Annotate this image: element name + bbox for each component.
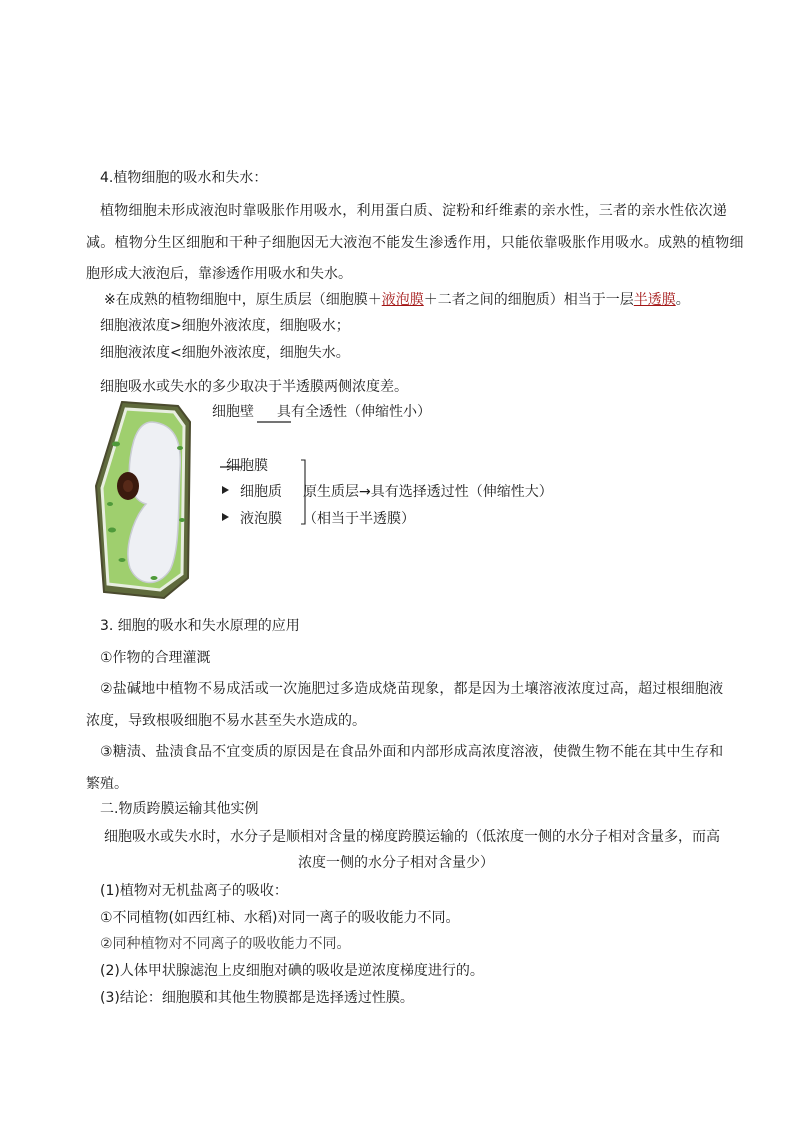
note-text: 。 [675, 292, 690, 308]
cytoplasm-label: 细胞质 [240, 484, 282, 500]
subheading-2: (2)人体甲状腺滤泡上皮细胞对碘的吸收是逆浓度梯度进行的。 [100, 963, 484, 979]
section-4-heading: 4.植物细胞的吸水和失水： [100, 170, 268, 186]
list-item: ②盐碱地中植物不易成活或一次施肥过多造成烧苗现象，都是因为土壤溶液浓度过高，超过根细胞液 [100, 681, 724, 697]
intro-line: 细胞吸水或失水时，水分子是顺相对含量的梯度跨膜运输的（低浓度一侧的水分子相对含量多，而高 [104, 829, 720, 845]
semipermeable-membrane-term: 半透膜 [633, 292, 676, 308]
equivalent-description: （相当于半透膜） [303, 511, 415, 527]
vacuole-membrane-label: 液泡膜 [240, 511, 282, 527]
intro-line-continuation: 浓度一侧的水分子相对含量少） [298, 855, 494, 871]
list-item: ③糖渍、盐渍食品不宜变质的原因是在食品外面和内部形成高浓度溶液，使微生物不能在其中生存和 [100, 744, 724, 760]
subheading-1: (1)植物对无机盐离子的吸收： [100, 883, 288, 899]
cell-wall-label: 细胞壁 [212, 404, 254, 420]
note-line [104, 290, 690, 310]
condition-absorb: 细胞液浓度>细胞外液浓度，细胞吸水； [100, 318, 350, 334]
list-item-continuation: 浓度，导致根吸细胞不易水甚至失水造成的。 [86, 713, 366, 729]
note-text: ※在成熟的植物细胞中，原生质层（细胞膜＋ [104, 292, 382, 308]
list-item-continuation: 繁殖。 [86, 776, 128, 792]
paragraph-line: 植物细胞未形成液泡时靠吸胀作用吸水，利用蛋白质、淀粉和纤维素的亲水性，三者的亲水性依次递 [100, 203, 727, 219]
protoplast-description: 原生质层→具有选择透过性（伸缩性大） [303, 484, 553, 500]
membrane-label: 细胞膜 [226, 458, 268, 474]
depends-line: 细胞吸水或失水的多少取决于半透膜两侧浓度差。 [100, 379, 408, 395]
cell-wall-description: 具有全透性（伸缩性小） [277, 404, 431, 420]
paragraph-line: 减。植物分生区细胞和干种子细胞因无大液泡不能发生渗透作用，只能依靠吸胀作用吸水。成熟的植物细 [86, 235, 744, 251]
condition-lose: 细胞液浓度<细胞外液浓度，细胞失水。 [100, 345, 350, 361]
section-2-heading: 二.物质跨膜运输其他实例 [100, 801, 259, 817]
list-item: ②同种植物对不同离子的吸收能力不同。 [100, 936, 351, 952]
section-3-heading: 3. 细胞的吸水和失水原理的应用 [100, 618, 300, 634]
vacuole-membrane-term: 液泡膜 [381, 292, 424, 308]
list-item: ①不同植物(如西红柿、水稻)对同一离子的吸收能力不同。 [100, 910, 460, 926]
paragraph-line: 胞形成大液泡后，靠渗透作用吸水和失水。 [86, 266, 352, 282]
list-item: ①作物的合理灌溉 [100, 650, 211, 666]
subheading-3: (3)结论：细胞膜和其他生物膜都是选择透过性膜。 [100, 990, 414, 1006]
note-text: ＋二者之间的细胞质）相当于一层 [423, 292, 634, 308]
plant-cell-image [94, 400, 194, 600]
